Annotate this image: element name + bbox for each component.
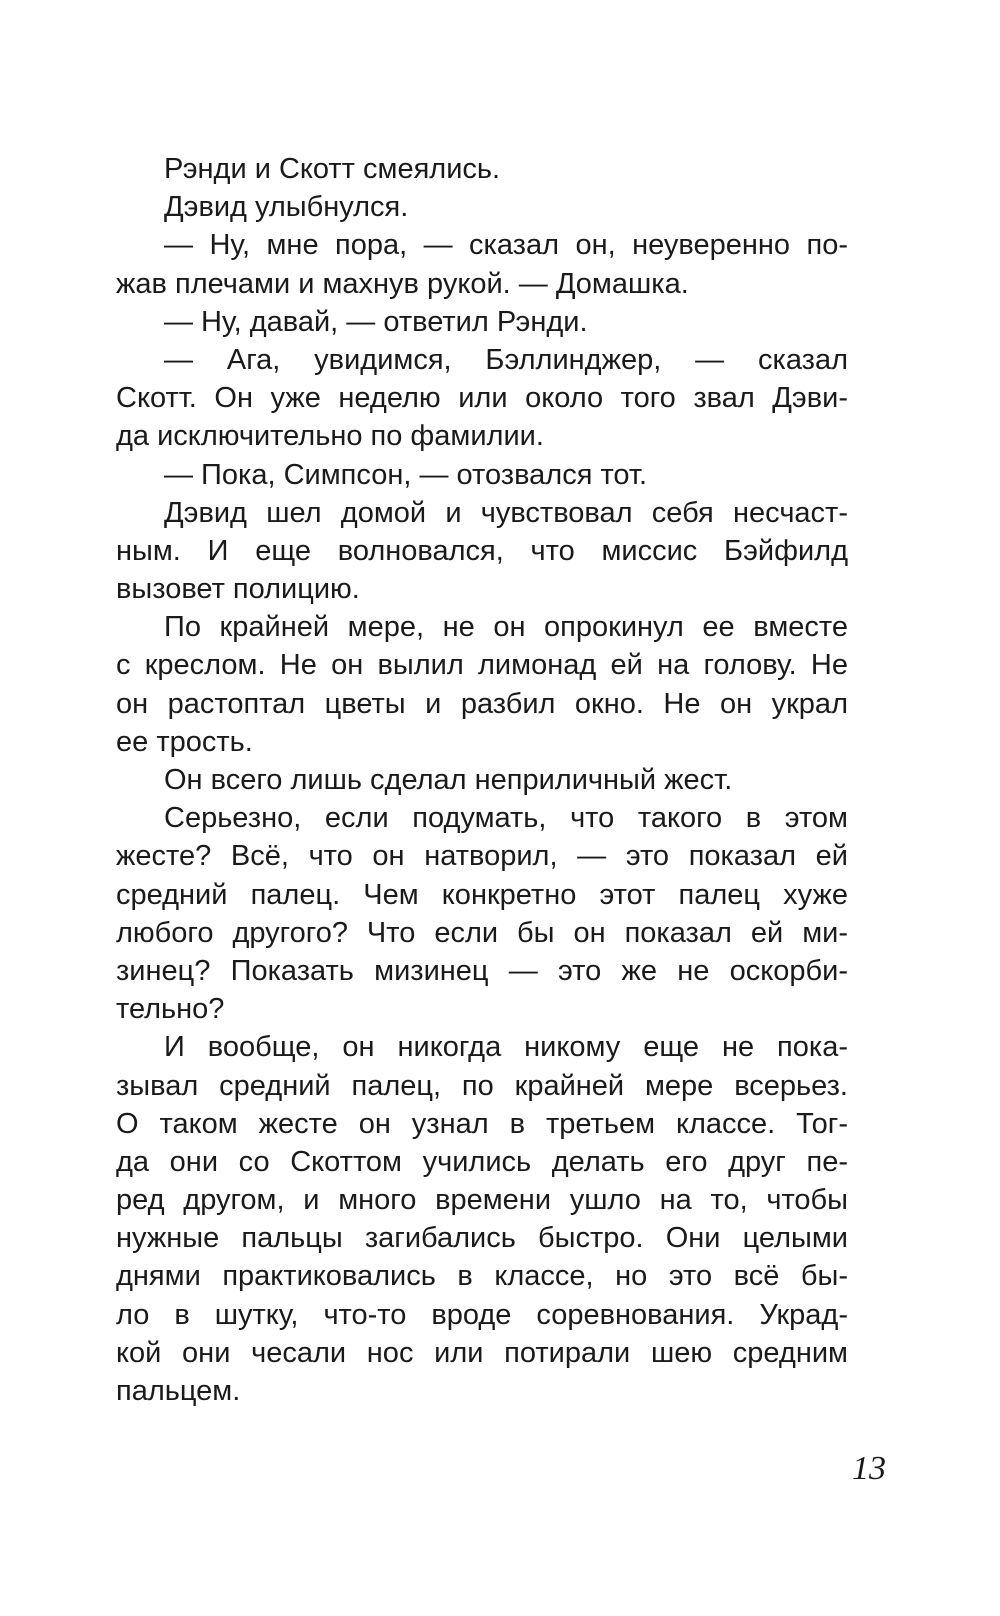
text-line: ло в шутку, что-то вроде соревнования. Украд- [116,1298,848,1331]
text-line: Дэвид шел домой и чувствовал себя несчаст- [164,496,848,529]
text-line: днями практиковались в классе, но это всё бы- [116,1260,848,1293]
text-line: зывал средний палец, по крайней мере всерьез. [116,1069,848,1102]
text-line: нужные пальцы загибались быстро. Они целыми [116,1222,848,1255]
text-line: — Ага, увидимся, Бэллинджер, — сказал [164,343,848,376]
text-line: средний палец. Чем конкретно этот палец хуже [116,878,848,911]
page-number: 13 [852,1450,886,1487]
text-line: Рэнди и Скотт смеялись. [164,153,501,185]
text-line: О таком жесте он узнал в третьем классе. Тог- [116,1107,848,1140]
text-line: любого другого? Что если бы он показал ей ми- [116,916,848,949]
text-line: ее трость. [116,725,253,758]
text-line: — Ну, давай, — ответил Рэнди. [164,305,588,338]
text-line: жав плечами и махнув рукой. — Домашка. [116,267,689,300]
text-line: По крайней мере, не он опрокинул ее вместе [164,611,848,644]
text-line: тельно? [116,993,225,1026]
body-text [116,150,848,1410]
text-line: да они со Скоттом учились делать его друг пе- [116,1145,848,1178]
text-line: ным. И еще волновался, что миссис Бэйфилд [116,534,848,567]
text-line: Скотт. Он уже неделю или около того звал Дэви- [116,382,848,415]
text-line: кой они чесали нос или потирали шею средним [116,1336,848,1369]
text-line: да исключительно по фамилии. [116,420,544,453]
text-line: И вообще, он никогда никому еще не пока- [164,1031,848,1064]
text-line: вызовет полицию. [116,573,360,606]
text-line: Дэвид улыбнулся. [164,191,409,224]
text-line: — Ну, мне пора, — сказал он, неуверенно по- [164,229,848,262]
text-line: Он всего лишь сделал неприличный жест. [164,764,733,796]
text-line: зинец? Показать мизинец — это же не оскорби- [116,954,848,987]
text-line: с креслом. Не он вылил лимонад ей на голову. Не [116,649,848,682]
text-line: — Пока, Симпсон, — отозвался тот. [164,458,648,491]
text-line: пальцем. [116,1375,241,1407]
text-line: жесте? Всё, что он натворил, — это показал ей [116,840,848,873]
text-line: Серьезно, если подумать, что такого в этом [164,802,848,835]
text-line: ред другом, и много времени ушло на то, чтобы [116,1184,848,1217]
text-line: он растоптал цветы и разбил окно. Не он украл [116,687,848,720]
